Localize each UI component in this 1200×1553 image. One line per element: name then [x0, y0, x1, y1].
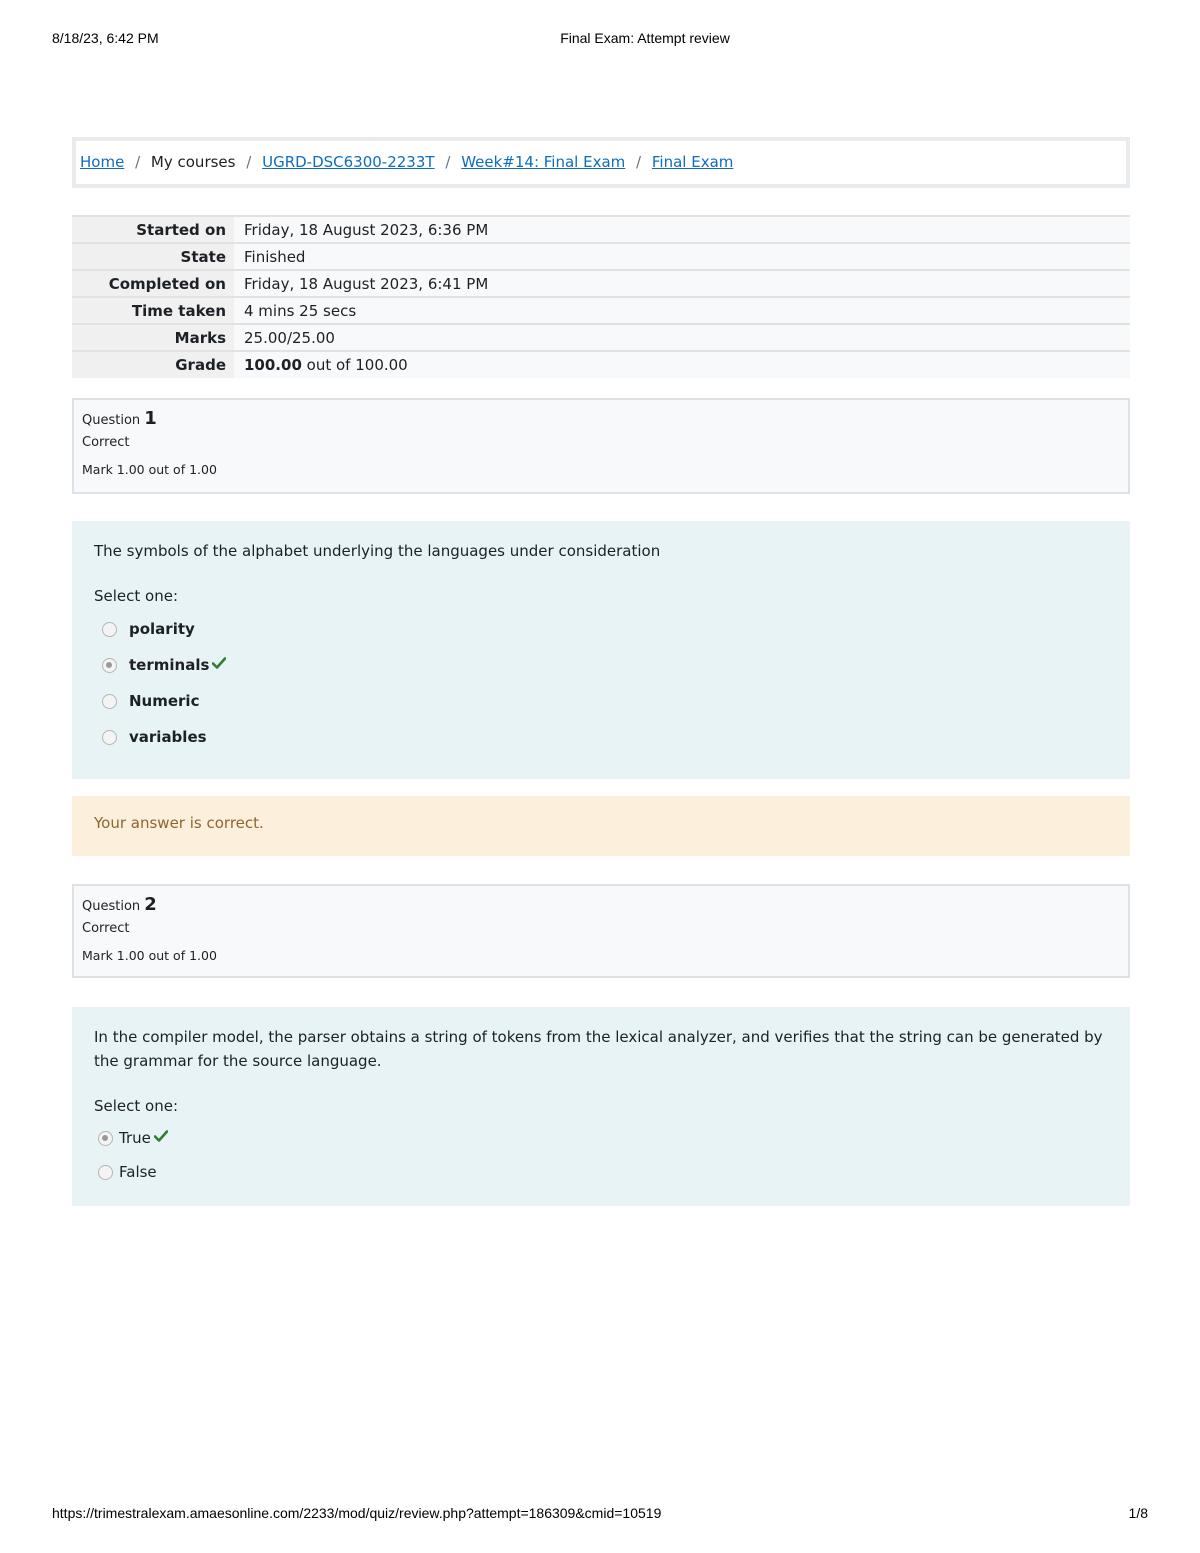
summary-label: Time taken	[72, 297, 234, 324]
question-number-value: 1	[144, 408, 157, 429]
summary-row-completed	[72, 270, 1130, 297]
summary-value: Finished	[234, 243, 1130, 270]
answer-option[interactable]	[94, 719, 1108, 755]
summary-value: 25.00/25.00	[234, 324, 1130, 351]
question-number-value: 2	[144, 894, 157, 915]
summary-label: Started on	[72, 216, 234, 243]
answer-label: False	[119, 1163, 157, 1181]
summary-label: State	[72, 243, 234, 270]
question-number	[82, 408, 1120, 429]
print-page-number: 1/8	[1128, 1505, 1148, 1521]
question-formulation-1	[72, 521, 1130, 779]
radio-button-checked[interactable]	[102, 658, 117, 673]
grade-suffix: out of 100.00	[306, 356, 408, 374]
breadcrumb-separator: /	[246, 153, 252, 171]
print-header	[52, 30, 1148, 50]
breadcrumb-home-link[interactable]: Home	[80, 153, 125, 171]
breadcrumb	[72, 137, 1130, 188]
question-mark: Mark 1.00 out of 1.00	[82, 462, 217, 477]
summary-value: 4 mins 25 secs	[234, 297, 1130, 324]
summary-value: Friday, 18 August 2023, 6:41 PM	[234, 270, 1130, 297]
question-mark: Mark 1.00 out of 1.00	[82, 948, 217, 963]
answer-label: variables	[129, 728, 207, 746]
answer-label: terminals	[129, 656, 210, 674]
print-datetime: 8/18/23, 6:42 PM	[52, 30, 159, 46]
breadcrumb-section-link[interactable]: Week#14: Final Exam	[461, 153, 626, 171]
summary-label: Completed on	[72, 270, 234, 297]
summary-row-grade	[72, 351, 1130, 378]
breadcrumb-separator: /	[135, 153, 141, 171]
answer-label: True	[119, 1129, 151, 1147]
check-icon	[212, 657, 226, 669]
answer-option-selected[interactable]	[94, 647, 1108, 683]
breadcrumb-my-courses: My courses	[150, 153, 236, 171]
check-icon	[154, 1130, 168, 1142]
question-prefix: Question	[82, 413, 141, 428]
answer-label: polarity	[129, 620, 195, 638]
breadcrumb-course-link[interactable]: UGRD-DSC6300-2233T	[262, 153, 435, 171]
summary-row-state	[72, 243, 1130, 270]
grade-value: 100.00	[244, 356, 302, 374]
summary-label: Grade	[72, 351, 234, 378]
answer-label: Numeric	[129, 692, 200, 710]
radio-button-checked[interactable]	[98, 1131, 113, 1146]
summary-row-time-taken	[72, 297, 1130, 324]
select-one-prompt: Select one:	[94, 587, 179, 605]
question-info-1	[72, 398, 1130, 494]
radio-button[interactable]	[102, 694, 117, 709]
print-title: Final Exam: Attempt review	[560, 30, 730, 46]
answer-option[interactable]	[94, 611, 1108, 647]
radio-button[interactable]	[98, 1165, 113, 1180]
question-info-2	[72, 884, 1130, 978]
attempt-summary-table	[72, 215, 1130, 378]
question-prefix: Question	[82, 899, 141, 914]
summary-row-started	[72, 216, 1130, 243]
select-one-prompt: Select one:	[94, 1097, 179, 1115]
question-state: Correct	[82, 435, 130, 450]
breadcrumb-separator: /	[445, 153, 451, 171]
radio-button[interactable]	[102, 730, 117, 745]
print-url: https://trimestralexam.amaesonline.com/2233/mod/quiz/review.php?attempt=186309&cmid=10519	[52, 1505, 662, 1521]
answer-option[interactable]	[94, 1155, 1108, 1189]
breadcrumb-separator: /	[636, 153, 642, 171]
question-text: The symbols of the alphabet underlying the languages under consideration	[94, 542, 661, 560]
breadcrumb-quiz-link[interactable]: Final Exam	[651, 153, 734, 171]
summary-row-marks	[72, 324, 1130, 351]
answer-option[interactable]	[94, 683, 1108, 719]
question-state: Correct	[82, 921, 130, 936]
question-text: In the compiler model, the parser obtains a string of tokens from the lexical analyzer, and verifies that the string can be generated by the grammar for the source language.	[94, 1028, 1103, 1070]
answer-option-selected[interactable]	[94, 1121, 1108, 1155]
question-formulation-2	[72, 1007, 1130, 1206]
question-number	[82, 894, 1120, 915]
summary-label: Marks	[72, 324, 234, 351]
summary-grade-cell	[234, 351, 1130, 378]
radio-button[interactable]	[102, 622, 117, 637]
answer-feedback: Your answer is correct.	[72, 796, 1130, 856]
summary-value: Friday, 18 August 2023, 6:36 PM	[234, 216, 1130, 243]
print-footer	[52, 1505, 1148, 1525]
